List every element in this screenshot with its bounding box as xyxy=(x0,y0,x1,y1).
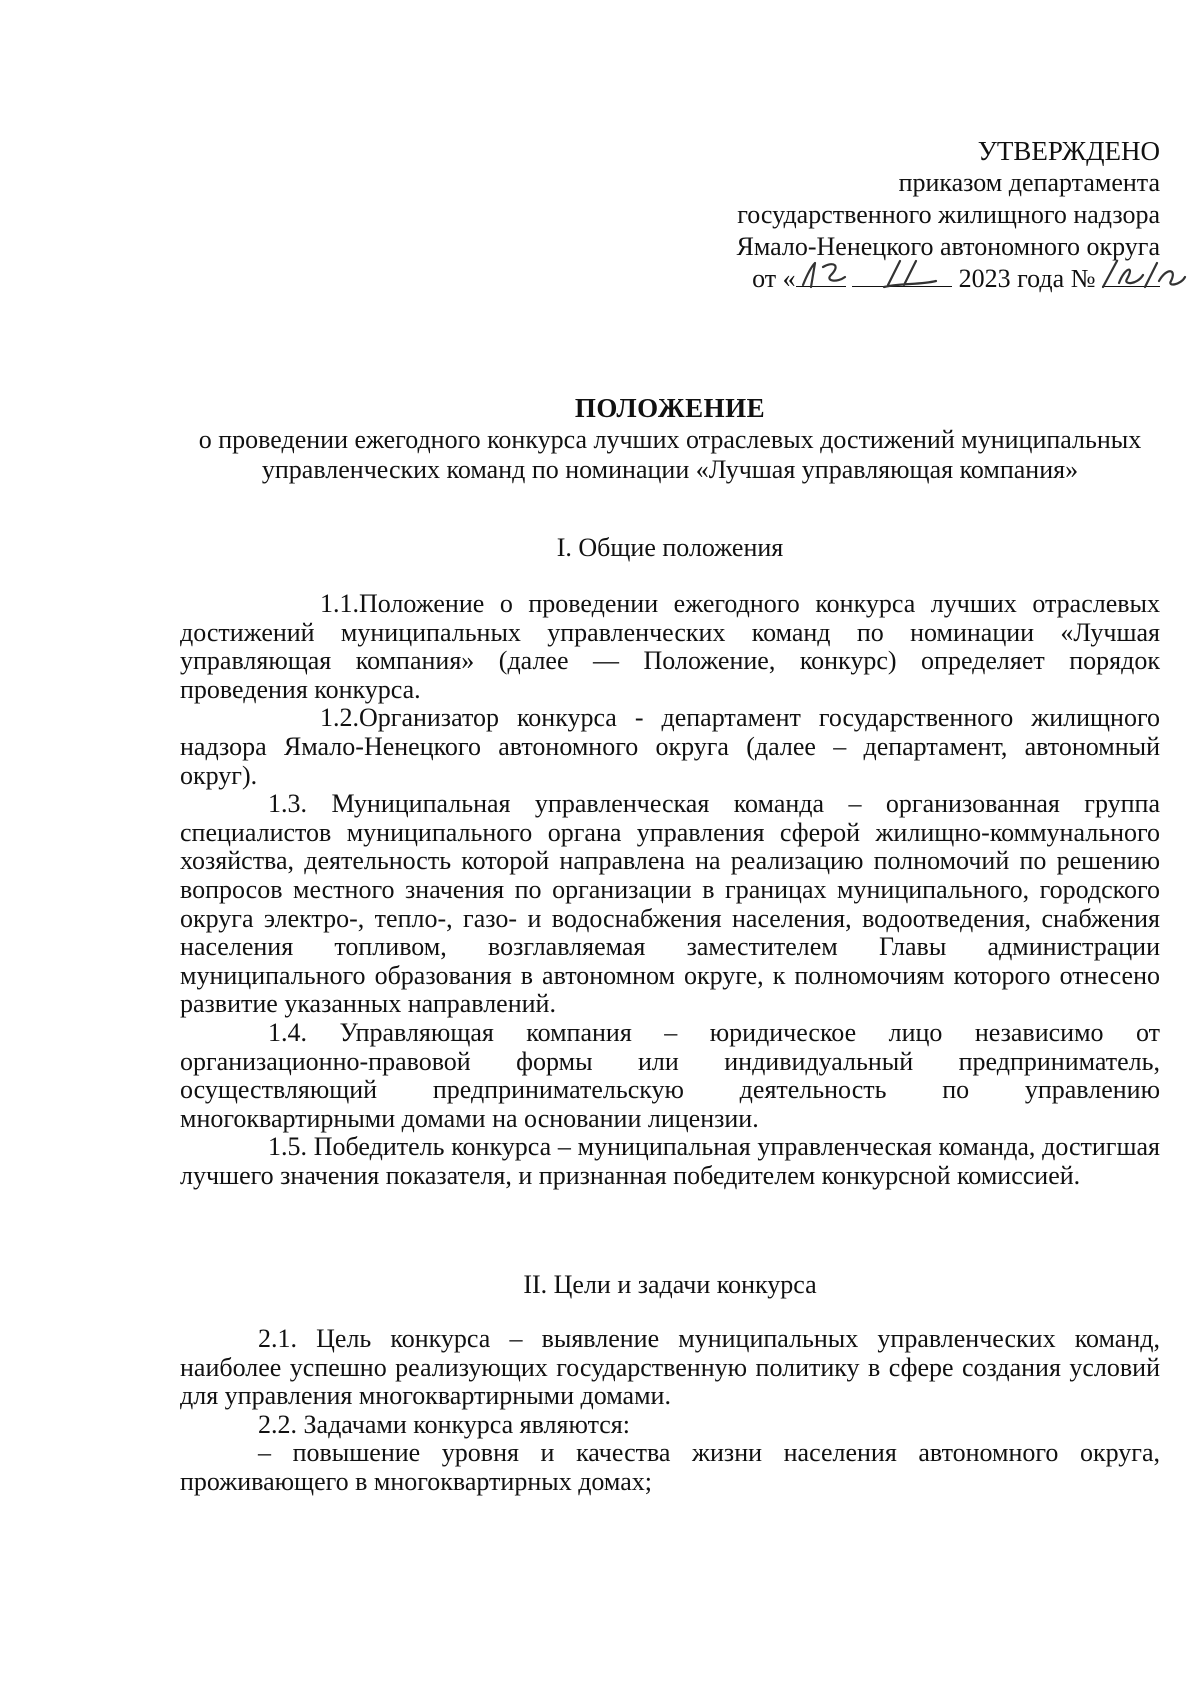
document-title-block xyxy=(170,393,1170,485)
paragraph-1-1: 1.1.Положение о проведении ежегодного конкурса лучших отраслевых достижений муниципальных управленческих команд по номинации «Лучшая управляющая компания» (далее — Положение, конкурс) определяет порядок проведения конкурса. xyxy=(180,589,1160,704)
document-subtitle: о проведении ежегодного конкурса лучших отраслевых достижений муниципальных управленческих команд по номинации «Лучшая управляющая компания» xyxy=(198,425,1142,484)
paragraph-2-2: 2.2. Задачами конкурса являются: xyxy=(258,1409,630,1439)
number-blank xyxy=(1102,264,1160,287)
document-title: ПОЛОЖЕНИЕ xyxy=(574,393,766,423)
approval-line-3: Ямало-Ненецкого автономного округа xyxy=(736,232,1160,261)
paragraph-2-1: 2.1. Цель конкурса – выявление муниципальных управленческих команд, наиболее успешно реализующих государственную политику в сфере создания условий для управления многоквартирными домами. xyxy=(180,1324,1160,1411)
approval-date-line xyxy=(640,263,1160,295)
paragraph-1-4: 1.4. Управляющая компания – юридическое лицо независимо от организационно-правовой формы или индивидуальный предприниматель, осуществляющий предпринимательскую деятельность по управлению многоквартирными домами на основании лицензии. xyxy=(180,1017,1160,1133)
approval-line-1: приказом департамента xyxy=(898,168,1160,197)
approval-block xyxy=(640,135,1160,295)
date-prefix: от « xyxy=(752,264,796,293)
paragraph-1-5: 1.5. Победитель конкурса – муниципальная управленческая команда, достигшая лучшего значения показателя, и признанная победителем конкурсной комиссией. xyxy=(180,1132,1160,1190)
approval-title: УТВЕРЖДЕНО xyxy=(977,136,1160,166)
paragraph-1-2: 1.2.Организатор конкурса - департамент государственного жилищного надзора Ямало-Ненецкого автономного округа (далее – департамент, автономный округ). xyxy=(180,703,1160,790)
section-2-body xyxy=(180,1325,1160,1497)
year-text: 2023 года № xyxy=(958,264,1096,293)
month-blank xyxy=(852,264,952,287)
section-1-body xyxy=(180,590,1160,1190)
section-2-heading: II. Цели и задачи конкурса xyxy=(523,1270,817,1299)
approval-line-2: государственного жилищного надзора xyxy=(737,200,1160,229)
paragraph-2-3: – повышение уровня и качества жизни населения автономного округа, проживающего в многоквартирных домах; xyxy=(180,1438,1160,1496)
day-blank xyxy=(796,264,846,287)
paragraph-1-3: 1.3. Муниципальная управленческая команда – организованная группа специалистов муниципального органа управления сферой жилищно-коммунального хозяйства, деятельность которой направлена на реализацию полномочий по решению вопросов местного значения по организации в границах муниципального, городского округа электро-, тепло-, газо- и водоснабжения населения, водоотведения, снабжения населения топливом, возглавляемая заместителем Главы администрации муниципального образования в автономном округе, к полномочиям которого отнесено развитие указанных направлений. xyxy=(180,789,1160,1019)
section-1-heading: I. Общие положения xyxy=(556,533,784,562)
